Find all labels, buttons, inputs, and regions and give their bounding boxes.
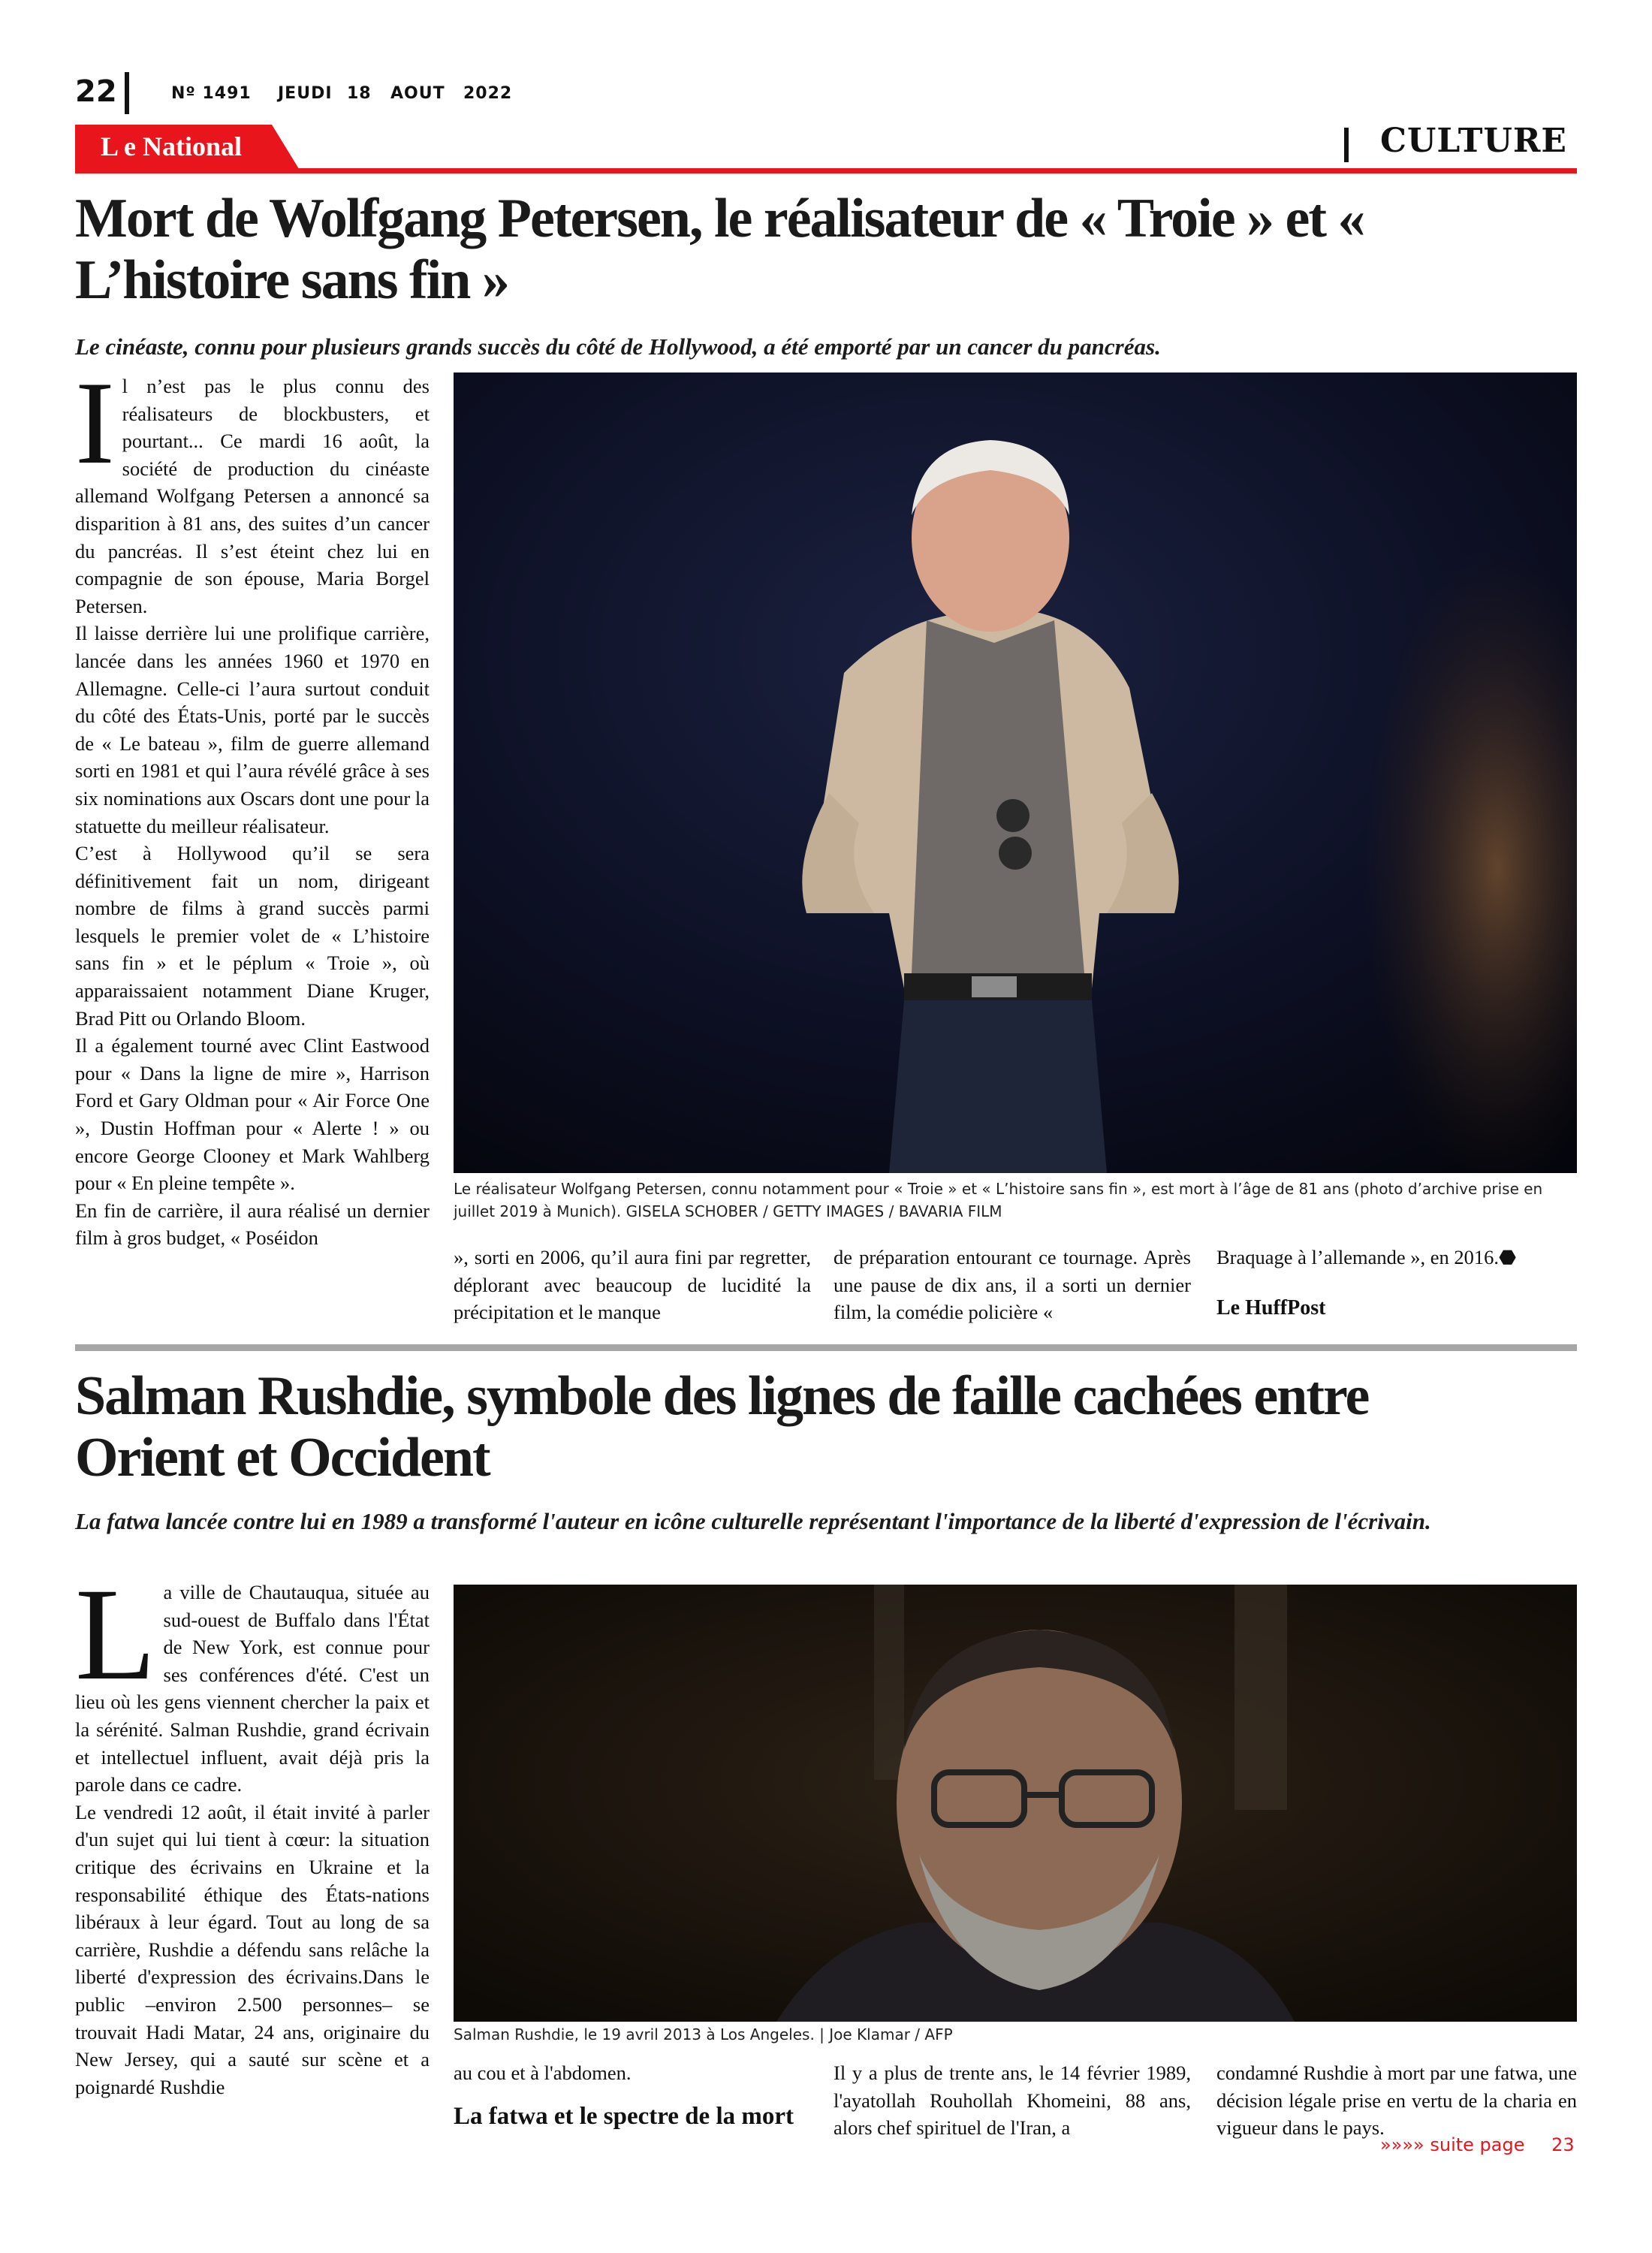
article1-column-3-text: de préparation entourant ce tournage. Après une pause de dix ans, il a sorti un dernier film, la comédie policière « (834, 1246, 1191, 1324)
newspaper-name: L e National (101, 131, 243, 161)
article1-column-2-text: », sorti en 2006, qu’il aura fini par regretter, déplorant avec beaucoup de lucidité la précipitation et le manque (454, 1246, 811, 1324)
issue-date: 18 (347, 84, 372, 103)
article2-column-3 (834, 2059, 1191, 2142)
article2-deck: La fatwa lancée contre lui en 1989 a transformé l'auteur en icône culturelle représentant l'importance de la liberté d'expression de l'écrivain. (75, 1508, 1431, 1534)
article1-photo-caption: Le réalisateur Wolfgang Petersen, connu notamment pour « Troie » et « L’histoire sans fin », est mort à l’âge de 81 ans (photo d’archive prise en juillet 2019 à Munich). GISELA SCHOBER / GETTY IMAGES / BAVARIA FILM (454, 1180, 1543, 1220)
article2-title-line1: Salman Rushdie, symbole des lignes de faille cachées entre (75, 1365, 1369, 1427)
issue-month: AOUT (390, 84, 445, 103)
article1-headline (75, 188, 1577, 311)
article1-paragraph-4: Il a également tourné avec Clint Eastwood pour « Dans la ligne de mire », Harrison Ford et Gary Oldman pour « Air Force One », Dustin Hoffman pour « Alerte ! » ou encore George Clooney et Mark Wahlberg pour « En pleine tempête ». (75, 1034, 430, 1195)
article2-column-1 (75, 1561, 430, 2101)
continued-page-number: 23 (1551, 2134, 1575, 2155)
wolfgang-petersen-photo (454, 372, 1577, 1173)
article1-column-4 (1216, 1244, 1577, 1271)
section-divider (1344, 128, 1349, 162)
article2-column-3-text: Il y a plus de trente ans, le 14 février 1989, l'ayatollah Rouhollah Khomeini, 88 ans, alors chef spirituel de l'Iran, a (834, 2061, 1191, 2140)
article2-column-2 (454, 2059, 811, 2087)
article1-title-line1: Mort de Wolfgang Petersen, le réalisateur de « Troie » et « (75, 188, 1364, 249)
article1-paragraph-3: C’est à Hollywood qu’il se sera définitivement fait un nom, dirigeant nombre de films à grand succès parmi lesquels le premier volet de « L’histoire sans fin » et le péplum « Troie », où apparaissaient notamment Diane Kruger, Brad Pitt ou Orlando Bloom. (75, 842, 430, 1030)
header-rule (75, 168, 1577, 173)
article2-column-4 (1216, 2059, 1577, 2142)
continued-on-page (1380, 2134, 1575, 2155)
article2-column-4-text: condamné Rushdie à mort par une fatwa, une décision légale prise en vertu de la charia en vigueur dans le pays. (1216, 2061, 1577, 2140)
issue-number: Nº 1491 (171, 84, 252, 103)
article1-dropcap: I (75, 357, 115, 489)
section-title: CULTURE (1380, 122, 1567, 160)
article2-subheading: La fatwa et le spectre de la mort (454, 2103, 794, 2130)
article2-paragraph-2: Le vendredi 12 août, il était invité à parler d'un sujet qui lui tient à cœur: la situation critique des écrivains en Ukraine et la responsabilité éthique des États-nations libéraux à leur égard. Tout au long de sa carrière, Rushdie a défendu sans relâche la liberté d'expression des écrivains.Dans le public –environ 2.500 personnes– se trouvait Hadi Matar, 24 ans, originaire du New Jersey, qui a sauté sur scène et a poignardé Rushdie (75, 1800, 430, 2098)
article1-signature: Le HuffPost (1216, 1296, 1326, 1320)
article-end-mark-icon: ⬣ (1499, 1246, 1517, 1268)
continued-label: »»»» suite page (1380, 2134, 1525, 2155)
article1-paragraph-5: En fin de carrière, il aura réalisé un dernier film à gros budget, « Poséidon (75, 1199, 430, 1250)
page-number-divider (125, 72, 129, 114)
article1-paragraph-1: l n’est pas le plus connu des réalisateurs de blockbusters, et pourtant... Ce mardi 16 août, la société de production du cinéaste allemand Wolfgang Petersen a annoncé sa disparition à 81 ans, des suites d’un cancer du pancréas. Il s’est éteint chez lui en compagnie de son épouse, Maria Borgel Petersen. (75, 375, 430, 617)
article2-paragraph-1: a ville de Chautauqua, située au sud-ouest de Buffalo dans l'État de New York, est connue pour ses conférences d'été. C'est un lieu où les gens viennent chercher la paix et la sérénité. Salman Rushdie, grand écrivain et intellectuel influent, avait déjà pris la parole dans ce cadre. (75, 1581, 430, 1796)
article1-column-3 (834, 1244, 1191, 1326)
article2-dropcap: L (75, 1561, 156, 1708)
article2-column-2-text: au cou et à l'abdomen. (454, 2061, 632, 2084)
article1-title-line2: L’histoire sans fin » (75, 249, 508, 311)
article1-deck: Le cinéaste, connu pour plusieurs grands succès du côté de Hollywood, a été emporté par un cancer du pancréas. (75, 333, 1161, 360)
issue-day: JEUDI (278, 84, 333, 103)
article2-title-line2: Orient et Occident (75, 1427, 490, 1488)
article2-photo-caption: Salman Rushdie, le 19 avril 2013 à Los Angeles. | Joe Klamar / AFP (454, 2025, 953, 2043)
article1-paragraph-2: Il laisse derrière lui une prolifique carrière, lancée dans les années 1960 et 1970 en Allemagne. Celle-ci l’aura surtout conduit du côté des États-Unis, porté par le succès de « Le bateau », film de guerre allemand sorti en 1981 et qui l’aura révélé grâce à ses six nominations aux Oscars dont une pour la statuette du meilleur réalisateur. (75, 622, 430, 837)
page-number: 22 (75, 74, 117, 109)
issue-year: 2022 (463, 84, 513, 103)
article1-column-2 (454, 1244, 811, 1326)
article-separator (75, 1344, 1577, 1351)
article1-column-4-text: Braquage à l’allemande », en 2016. (1216, 1246, 1500, 1268)
salman-rushdie-photo (454, 1585, 1577, 2022)
article1-column-1 (75, 357, 430, 1252)
article2-headline (75, 1365, 1577, 1488)
